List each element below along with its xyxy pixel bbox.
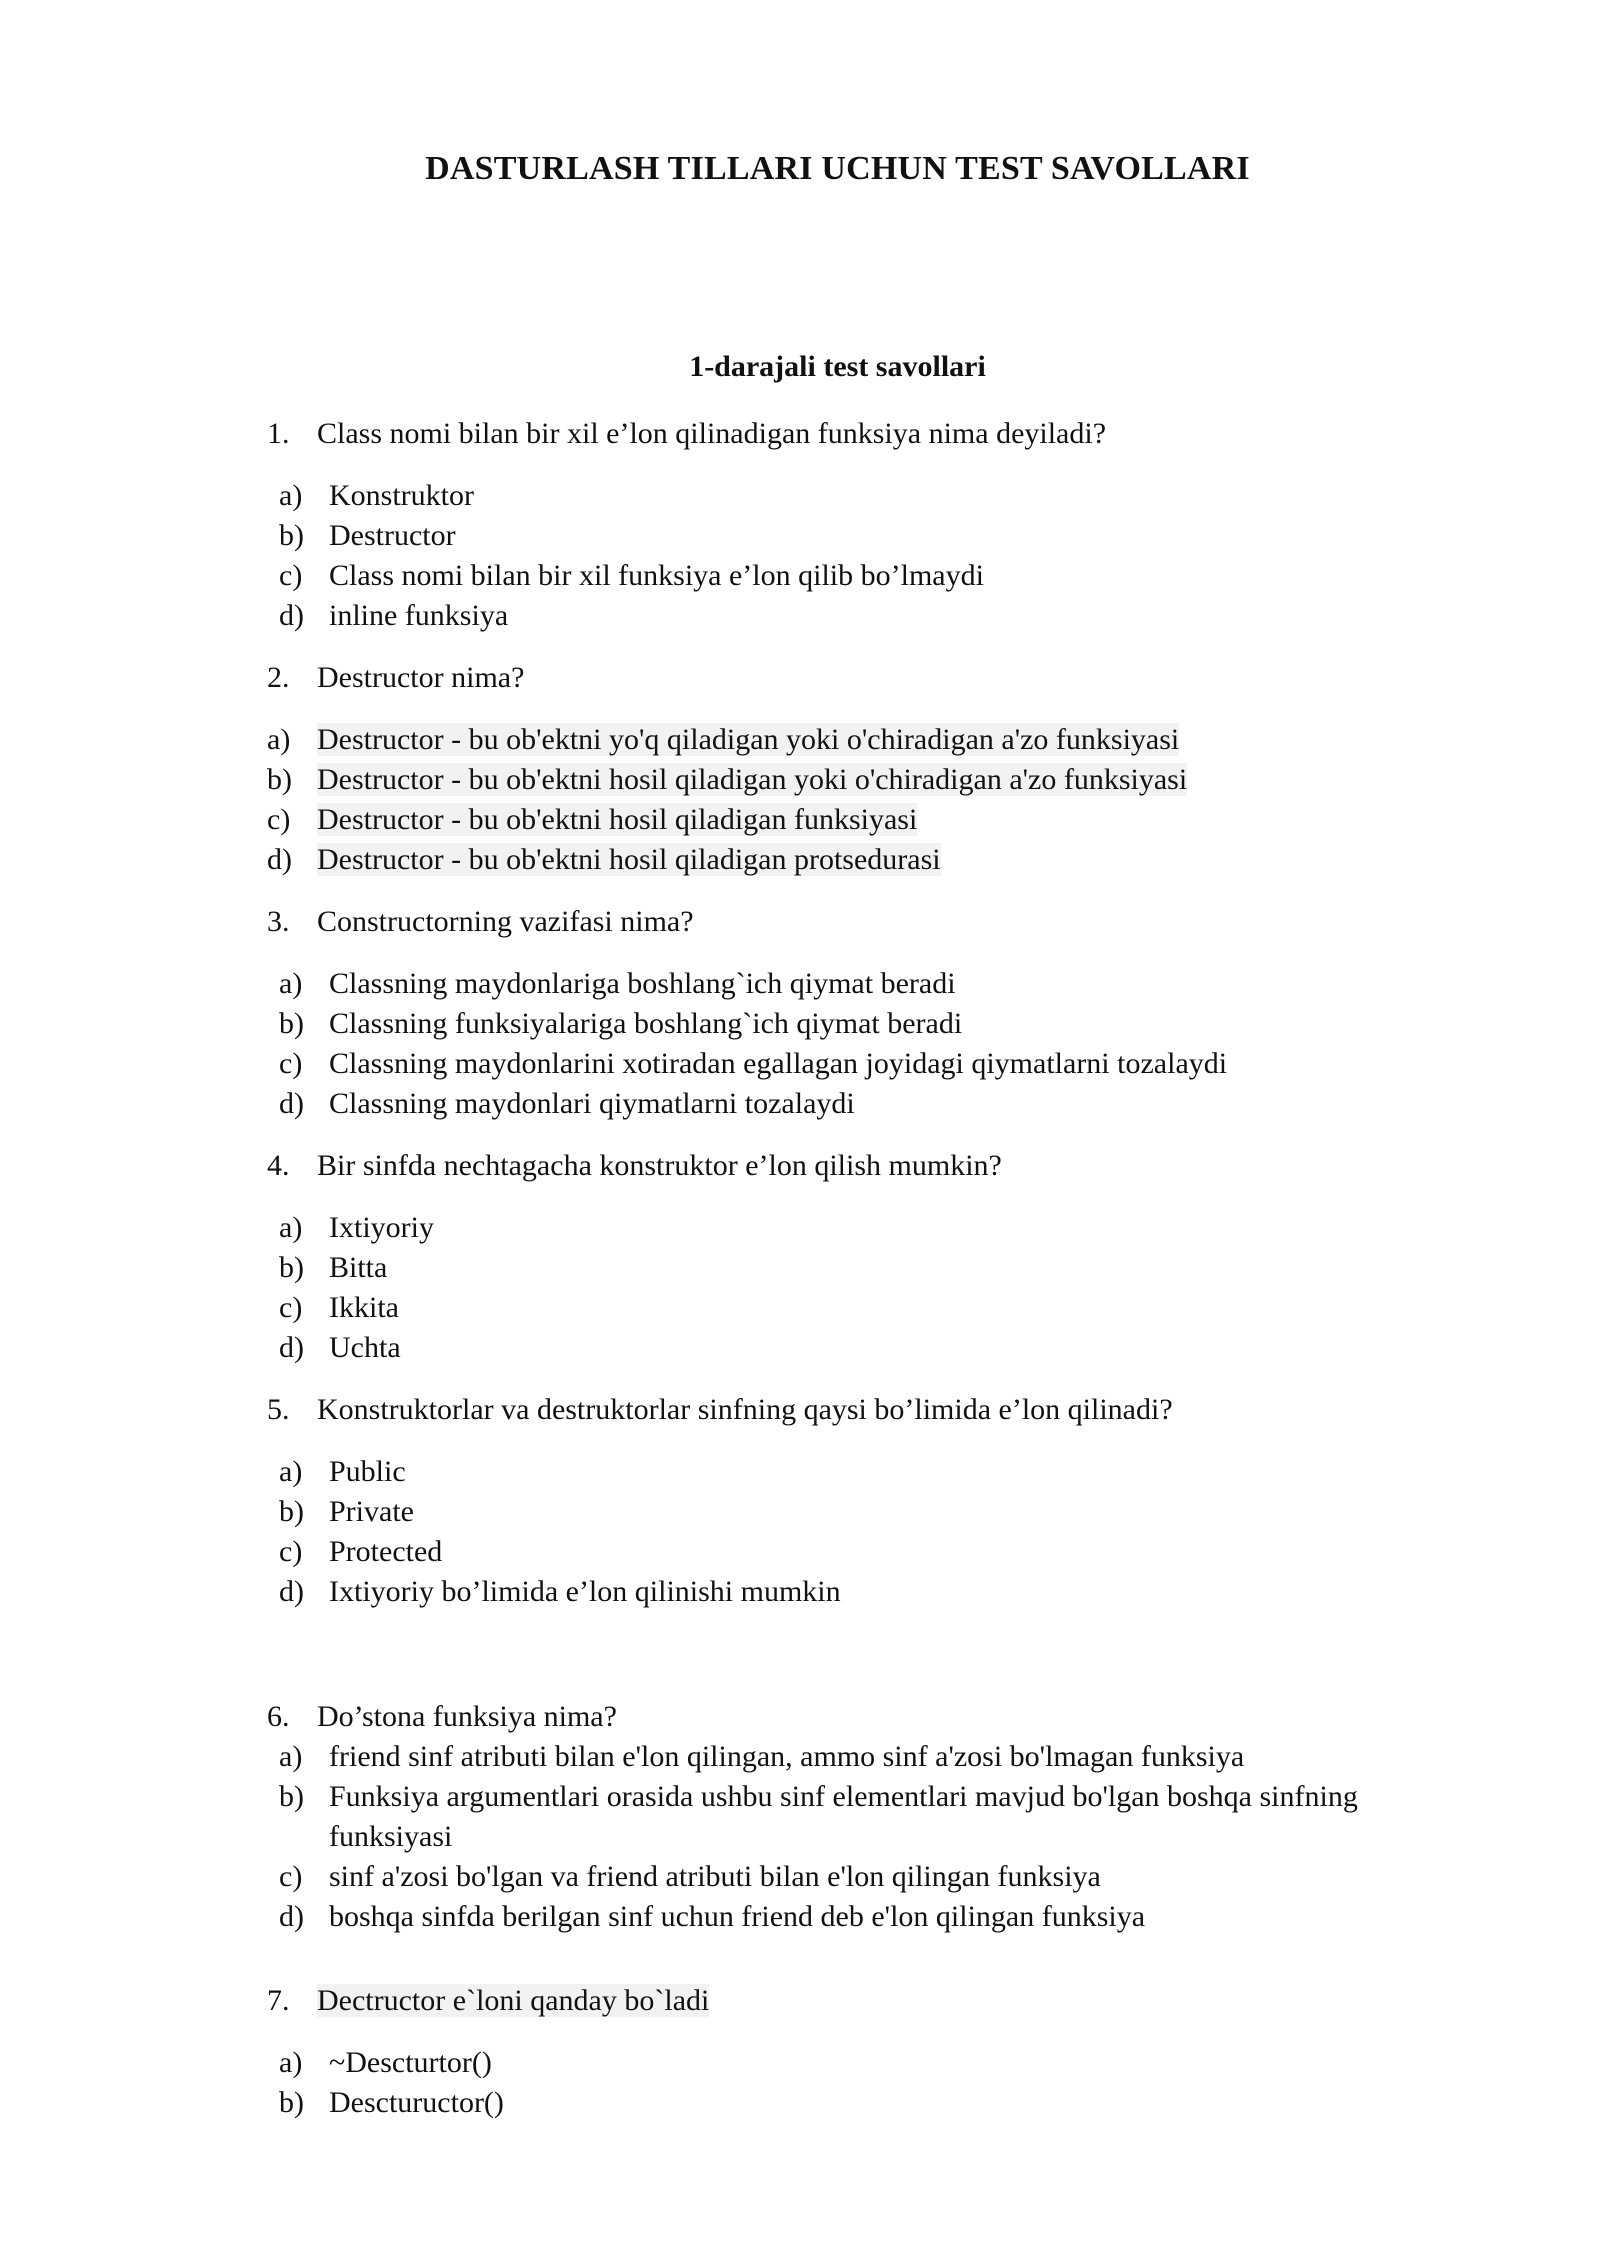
option-letter: a): [267, 723, 291, 756]
option-a: [279, 1737, 1459, 1777]
option-text: Uchta: [329, 1331, 401, 1364]
options-3: [279, 964, 1479, 1124]
question-7: [267, 1981, 1467, 2021]
option-text: Classning maydonlari qiymatlarni tozalaydi: [329, 1087, 855, 1120]
option-letter: b): [279, 1780, 304, 1813]
option-text: Private: [329, 1495, 414, 1528]
option-letter: d): [279, 1900, 304, 1933]
option-a: [279, 476, 1479, 516]
option-letter: b): [279, 1251, 304, 1284]
options-7: [279, 2043, 1479, 2123]
option-text: sinf a'zosi bo'lgan va friend atributi bilan e'lon qilingan funksiya: [329, 1860, 1101, 1893]
option-text: Classning funksiyalariga boshlang`ich qiymat beradi: [329, 1007, 963, 1040]
option-b: [279, 1492, 1479, 1532]
option-text: Konstruktor: [329, 479, 474, 512]
option-letter: c): [267, 803, 291, 836]
option-a: [279, 1208, 1479, 1248]
question-number: 5.: [267, 1393, 290, 1426]
option-text: Destructor - bu ob'ektni hosil qiladigan yoki o'chiradigan a'zo funksiyasi: [317, 763, 1188, 796]
option-letter: a): [279, 1211, 303, 1244]
option-letter: b): [279, 519, 304, 552]
option-text: Ixtiyoriy: [329, 1211, 434, 1244]
option-a: [279, 2043, 1479, 2083]
option-d: [279, 596, 1479, 636]
question-text: Bir sinfda nechtagacha konstruktor e’lon qilish mumkin?: [317, 1149, 1002, 1182]
option-letter: a): [279, 479, 303, 512]
option-text: Classning maydonlariga boshlang`ich qiymat beradi: [329, 967, 956, 1000]
option-d: [279, 1084, 1479, 1124]
question-2: [267, 658, 1467, 698]
option-b: [267, 760, 1467, 800]
option-d: [279, 1572, 1479, 1612]
question-number: 7.: [267, 1984, 290, 2017]
option-letter: a): [279, 2046, 303, 2079]
option-letter: c): [279, 1291, 303, 1324]
option-letter: b): [267, 763, 292, 796]
options-1: [279, 476, 1479, 636]
options-2: [267, 720, 1467, 880]
option-letter: c): [279, 559, 303, 592]
question-text: Destructor nima?: [317, 661, 525, 694]
option-text: Bitta: [329, 1251, 388, 1284]
option-d: [279, 1897, 1459, 1937]
option-b: [279, 2083, 1479, 2123]
option-letter: d): [279, 599, 304, 632]
option-text: Desctuructor(): [329, 2086, 504, 2119]
question-number: 6.: [267, 1700, 290, 1733]
option-text: Funksiya argumentlari orasida ushbu sinf elementlari mavjud bo'lgan boshqa sinfning funksiyasi: [329, 1780, 1358, 1853]
option-d: [279, 1328, 1479, 1368]
option-text: Class nomi bilan bir xil funksiya e’lon qilib bo’lmaydi: [329, 559, 984, 592]
option-c: [267, 800, 1467, 840]
options-4: [279, 1208, 1479, 1368]
option-b: [279, 1248, 1479, 1288]
option-letter: b): [279, 1007, 304, 1040]
question-number: 3.: [267, 905, 290, 938]
option-letter: d): [279, 1087, 304, 1120]
question-text: Constructorning vazifasi nima?: [317, 905, 694, 938]
option-letter: c): [279, 1535, 303, 1568]
option-b: [279, 516, 1479, 556]
option-text: Destructor: [329, 519, 456, 552]
question-number: 1.: [267, 417, 290, 450]
option-c: [279, 1857, 1459, 1897]
option-text: friend sinf atributi bilan e'lon qilingan, ammo sinf a'zosi bo'lmagan funksiya: [329, 1740, 1245, 1773]
option-letter: a): [279, 1455, 303, 1488]
question-1: [267, 414, 1467, 454]
option-a: [267, 720, 1467, 760]
question-6: [267, 1697, 1467, 1737]
option-text: Public: [329, 1455, 406, 1488]
option-letter: d): [279, 1575, 304, 1608]
option-letter: d): [267, 843, 292, 876]
option-b: [279, 1777, 1459, 1857]
option-d: [267, 840, 1467, 880]
option-c: [279, 1044, 1479, 1084]
option-text: Destructor - bu ob'ektni hosil qiladigan funksiyasi: [317, 803, 918, 836]
options-6: [279, 1737, 1459, 1937]
option-text: Destructor - bu ob'ektni yo'q qiladigan yoki o'chiradigan a'zo funksiyasi: [317, 723, 1180, 756]
option-letter: a): [279, 967, 303, 1000]
question-5: [267, 1390, 1467, 1430]
question-number: 4.: [267, 1149, 290, 1182]
section-title: 1-darajali test savollari: [689, 350, 986, 383]
option-text: ~Descturtor(): [329, 2046, 492, 2079]
option-letter: a): [279, 1740, 303, 1773]
option-a: [279, 964, 1479, 1004]
option-text: Ikkita: [329, 1291, 399, 1324]
option-letter: b): [279, 1495, 304, 1528]
option-text: boshqa sinfda berilgan sinf uchun friend deb e'lon qilingan funksiya: [329, 1900, 1146, 1933]
option-c: [279, 1288, 1479, 1328]
option-text: Classning maydonlarini xotiradan egallagan joyidagi qiymatlarni tozalaydi: [329, 1047, 1228, 1080]
option-text: Destructor - bu ob'ektni hosil qiladigan protsedurasi: [317, 843, 941, 876]
option-a: [279, 1452, 1479, 1492]
question-text: Konstruktorlar va destruktorlar sinfning qaysi bo’limida e’lon qilinadi?: [317, 1393, 1173, 1426]
option-text: Protected: [329, 1535, 443, 1568]
option-text: Ixtiyoriy bo’limida e’lon qilinishi mumkin: [329, 1575, 841, 1608]
question-text: Class nomi bilan bir xil e’lon qilinadigan funksiya nima deyiladi?: [317, 417, 1107, 450]
option-b: [279, 1004, 1479, 1044]
question-3: [267, 902, 1467, 942]
option-c: [279, 556, 1479, 596]
page-title: DASTURLASH TILLARI UCHUN TEST SAVOLLARI: [425, 150, 1250, 187]
question-4: [267, 1146, 1467, 1186]
option-letter: c): [279, 1860, 303, 1893]
question-text: Do’stona funksiya nima?: [317, 1700, 617, 1733]
option-c: [279, 1532, 1479, 1572]
option-letter: c): [279, 1047, 303, 1080]
option-letter: d): [279, 1331, 304, 1364]
question-number: 2.: [267, 661, 290, 694]
options-5: [279, 1452, 1479, 1612]
option-text: inline funksiya: [329, 599, 509, 632]
option-letter: b): [279, 2086, 304, 2119]
question-text: Dectructor e`loni qanday bo`ladi: [317, 1984, 710, 2017]
